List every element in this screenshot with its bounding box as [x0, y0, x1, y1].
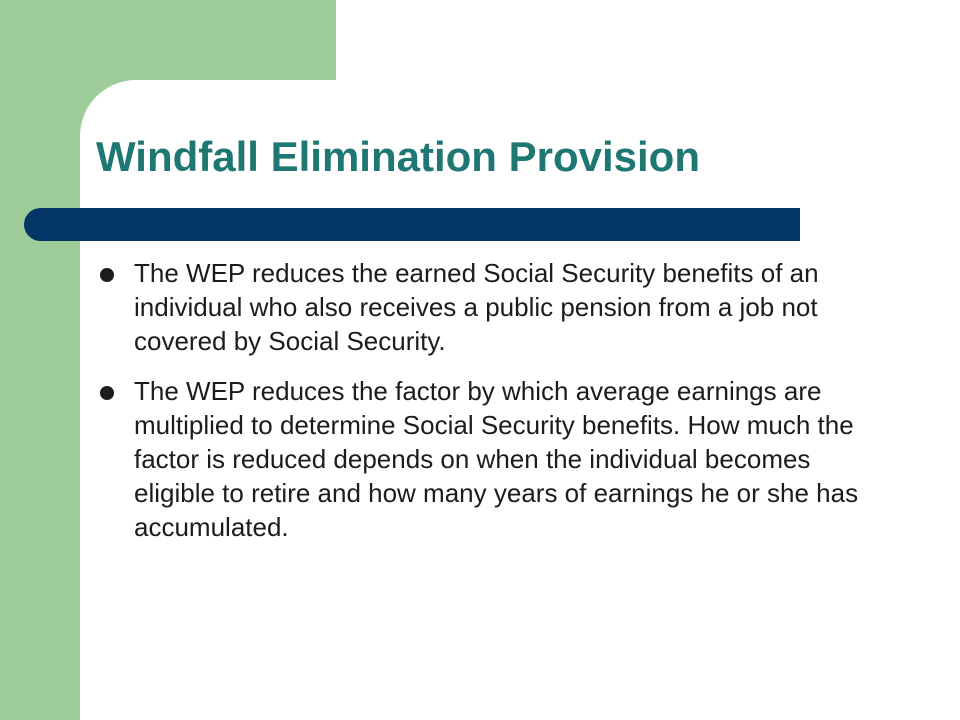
bullet-item-1: [98, 256, 868, 358]
slide-title: Windfall Elimination Provision: [96, 133, 700, 180]
title-underline-bar: [24, 208, 800, 241]
bullet-text: The WEP reduces the earned Social Security benefits of an individual who also receives a public pension from a job not covered by Social Security.: [134, 258, 819, 356]
bullet-dot-icon: [100, 386, 114, 400]
bullet-list: [98, 256, 868, 560]
bullet-text: The WEP reduces the factor by which average earnings are multiplied to determine Social Security benefits. How much the factor is reduced depends on when the individual becomes eligible to retire and how many years of earnings he or she has accumulated.: [134, 376, 859, 542]
bullet-dot-icon: [100, 268, 114, 282]
bullet-item-2: [98, 374, 868, 544]
